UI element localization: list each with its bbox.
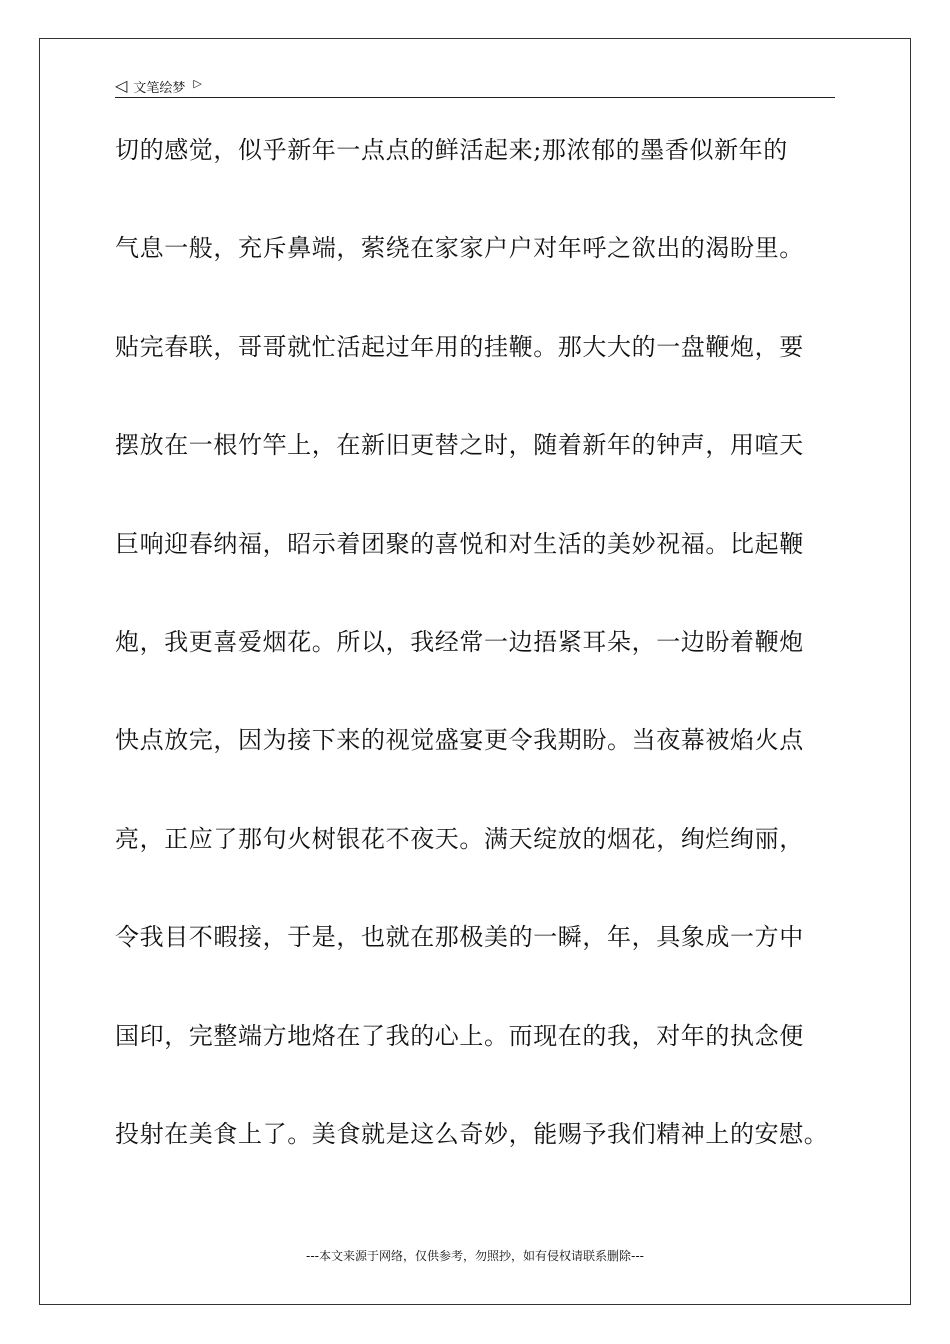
body-line: 摆放在一根竹竿上，在新旧更替之时，随着新年的钟声，用喧天 xyxy=(115,431,804,460)
body-line: 切的感觉，似乎新年一点点的鲜活起来;那浓郁的墨香似新年的 xyxy=(115,136,788,164)
header-title: 文笔绘梦 xyxy=(133,80,186,96)
body-line: 炮，我更喜爱烟花。所以，我经常一边捂紧耳朵，一边盼着鞭炮 xyxy=(115,627,804,656)
body-line: 国印，完整端方地烙在了我的心上。而现在的我，对年的执念便 xyxy=(115,1021,804,1050)
body-line: 亮，正应了那句火树银花不夜天。满天绽放的烟花，绚烂绚丽， xyxy=(115,824,804,853)
body-line: 快点放完，因为接下来的视觉盛宴更令我期盼。当夜幕被焰火点 xyxy=(115,726,804,755)
triangle-left-icon: ◁ xyxy=(115,76,128,95)
footer-disclaimer: ---本文来源于网络，仅供参考，勿照抄，如有侵权请联系删除--- xyxy=(306,1249,644,1263)
body-line: 贴完春联，哥哥就忙活起过年用的挂鞭。那大大的一盘鞭炮，要 xyxy=(115,332,804,361)
header-rule xyxy=(115,97,835,98)
triangle-right-icon: ▷ xyxy=(193,76,202,90)
body-line: 巨响迎春纳福，昭示着团聚的喜悦和对生活的美妙祝福。比起鞭 xyxy=(115,529,804,558)
document-body xyxy=(115,128,855,1210)
page-header xyxy=(115,74,835,98)
body-line: 气息一般，充斥鼻端，萦绕在家家户户对年呼之欲出的渴盼里。 xyxy=(115,234,804,263)
body-line: 投射在美食上了。美食就是这么奇妙，能赐予我们精神上的安慰。 xyxy=(115,1119,829,1148)
body-line: 令我目不暇接，于是，也就在那极美的一瞬，年，具象成一方中 xyxy=(115,923,804,952)
